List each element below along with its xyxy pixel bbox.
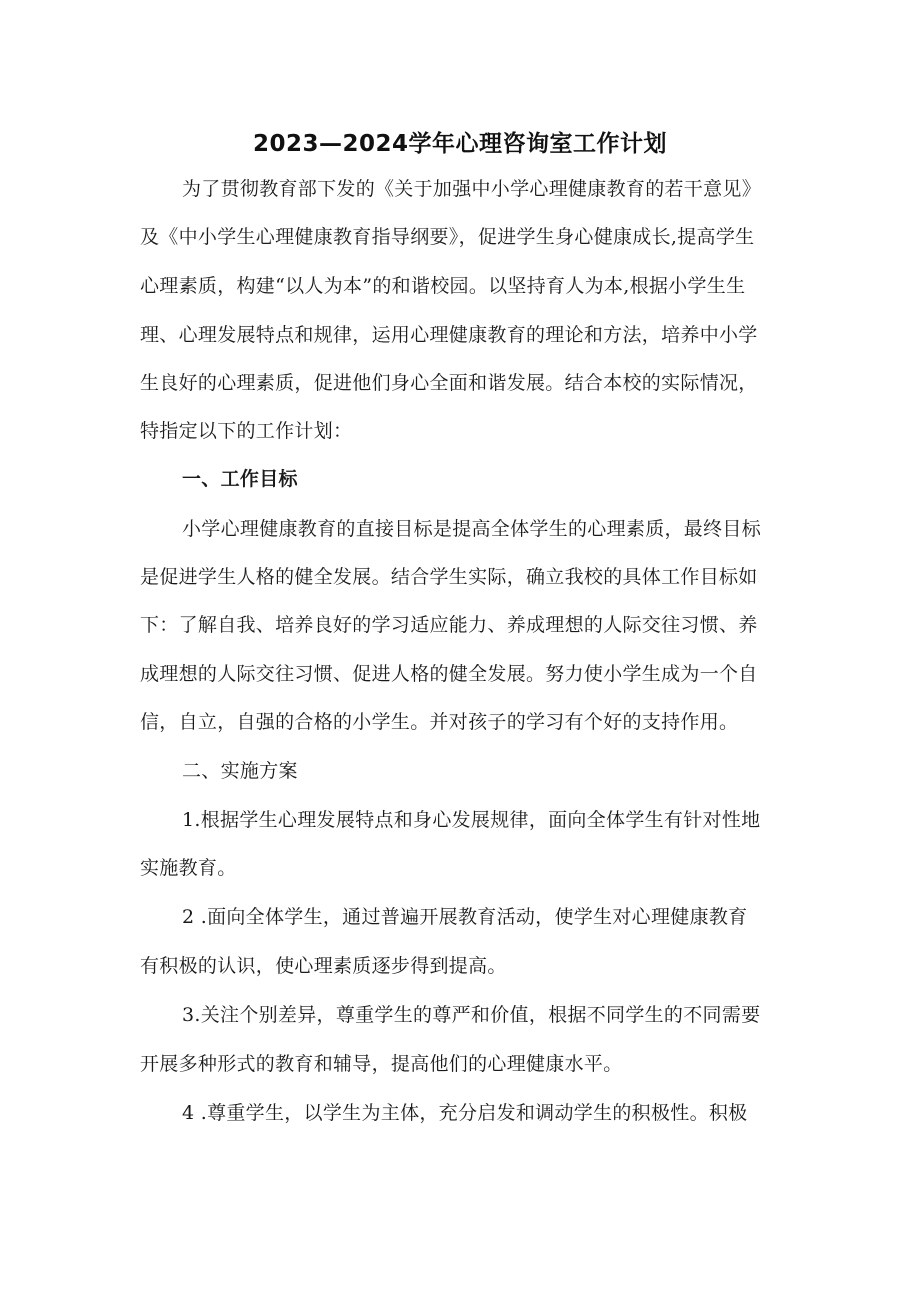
goals-line: 是促进学生人格的健全发展。结合学生实际，确立我校的具体工作目标如 xyxy=(140,566,758,588)
intro-line: 特指定以下的工作计划： xyxy=(140,420,353,442)
intro-line: 理、心理发展特点和规律，运用心理健康教育的理论和方法，培养中小学 xyxy=(140,324,758,346)
intro-line: 为了贯彻教育部下发的《关于加强中小学心理健康教育的若干意见》 xyxy=(182,178,762,200)
intro-line: 生良好的心理素质，促进他们身心全面和谐发展。结合本校的实际情况， xyxy=(140,372,758,394)
plan-item-1-line: 实施教育。 xyxy=(140,857,237,879)
plan-item-3-line: 3.关注个别差异，尊重学生的尊严和价值，根据不同学生的不同需要 xyxy=(182,1004,761,1026)
goals-line: 成理想的人际交往习惯、促进人格的健全发展。努力使小学生成为一个自 xyxy=(140,663,758,685)
intro-line: 心理素质，构建“以人为本”的和谐校园。以坚持育人为本,根据小学生生 xyxy=(140,275,746,297)
plan-item-4-line: 4 .尊重学生，以学生为主体，充分启发和调动学生的积极性。积极 xyxy=(182,1102,748,1124)
plan-item-3-line: 开展多种形式的教育和辅导，提高他们的心理健康水平。 xyxy=(140,1053,623,1075)
plan-item-2-line: 2 .面向全体学生，通过普遍开展教育活动，使学生对心理健康教育 xyxy=(182,906,748,928)
section-heading-goals: 一、工作目标 xyxy=(182,468,298,490)
goals-line: 下：了解自我、培养良好的学习适应能力、养成理想的人际交往习惯、养 xyxy=(140,614,758,636)
goals-line: 信，自立，自强的合格的小学生。并对孩子的学习有个好的支持作用。 xyxy=(140,711,739,733)
goals-line: 小学心理健康教育的直接目标是提高全体学生的心理素质，最终目标 xyxy=(182,518,762,540)
page-title: 2023—2024学年心理咨询室工作计划 xyxy=(252,131,668,157)
section-heading-plan: 二、实施方案 xyxy=(182,760,298,782)
plan-item-2-line: 有积极的认识，使心理素质逐步得到提高。 xyxy=(140,955,507,977)
intro-line: 及《中小学生心理健康教育指导纲要》，促进学生身心健康成长,提高学生 xyxy=(140,226,755,248)
plan-item-1-line: 1.根据学生心理发展特点和身心发展规律，面向全体学生有针对性地 xyxy=(182,809,761,831)
